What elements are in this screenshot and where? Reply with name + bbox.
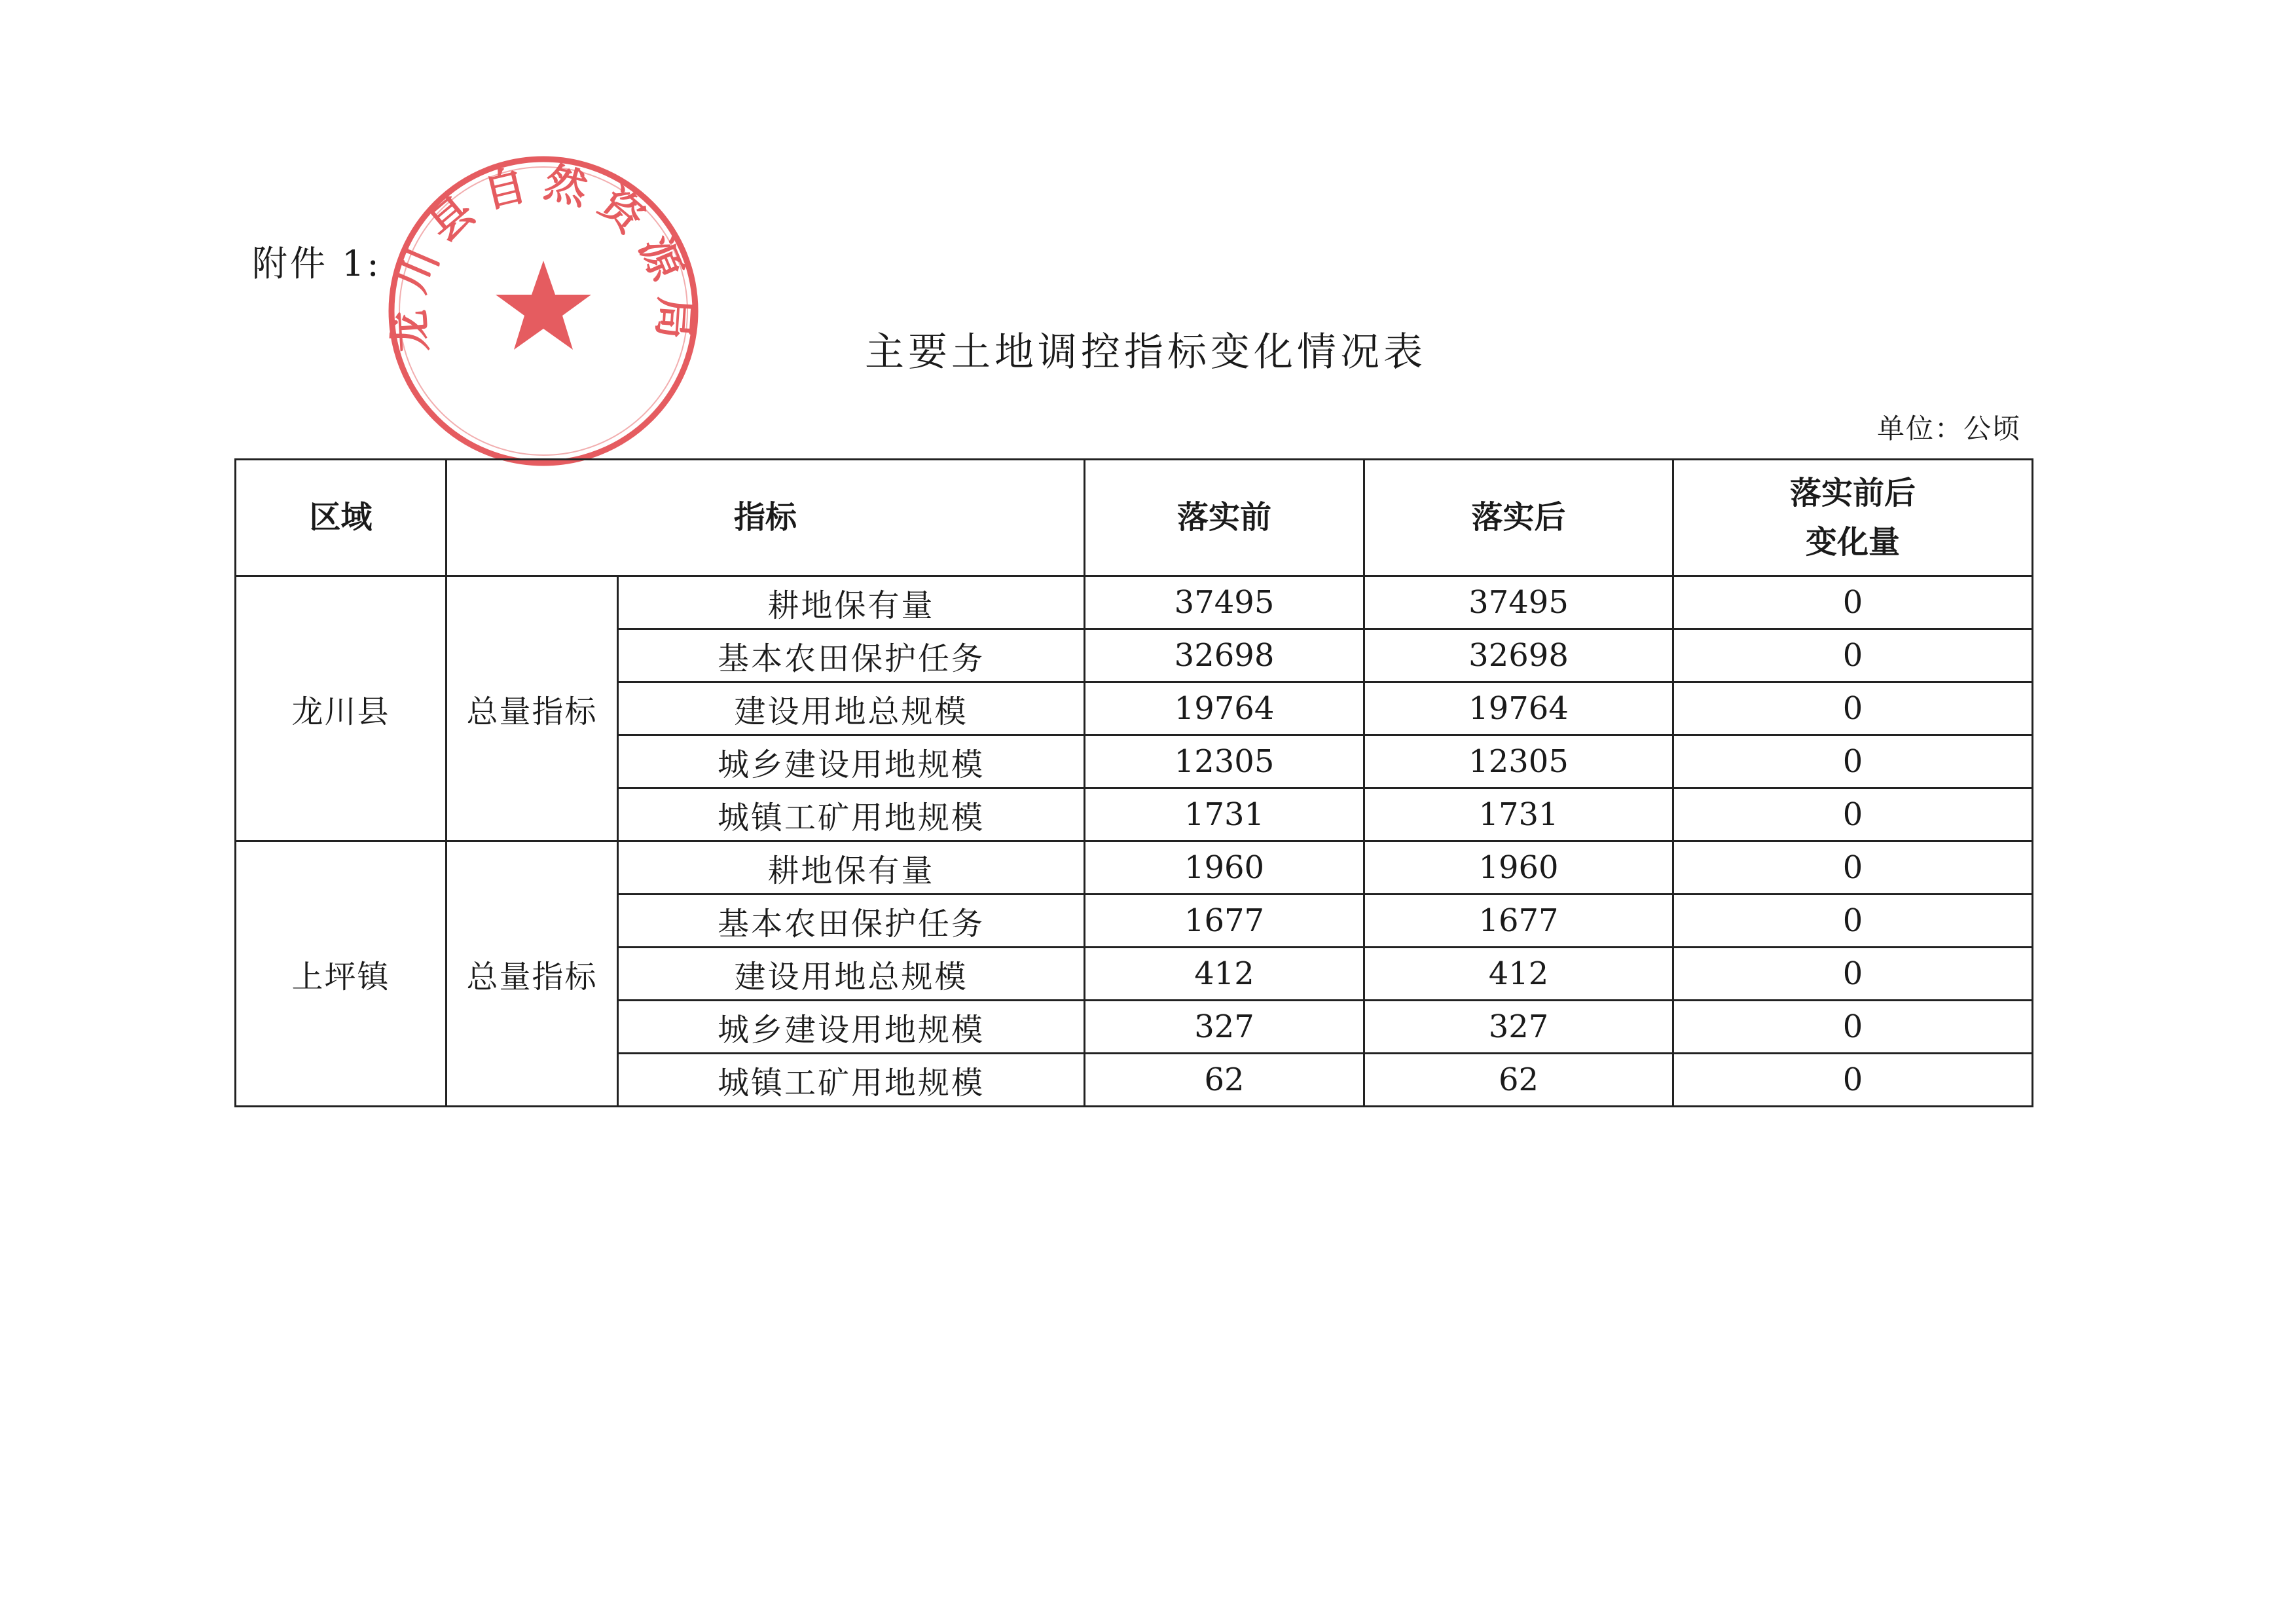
- header-before: 落实前: [1085, 460, 1364, 576]
- after-cell: 62: [1364, 1054, 1673, 1107]
- change-cell: 0: [1673, 948, 2033, 1001]
- official-seal: [383, 151, 704, 471]
- after-cell: 32698: [1364, 629, 1673, 682]
- after-cell: 1731: [1364, 788, 1673, 841]
- before-cell: 412: [1085, 948, 1364, 1001]
- after-cell: 412: [1364, 948, 1673, 1001]
- unit-label: 单位：公顷: [1876, 413, 2021, 445]
- table-row: [236, 576, 2033, 629]
- change-cell: 0: [1673, 841, 2033, 895]
- table-header-row: [236, 460, 2033, 576]
- before-cell: 1960: [1085, 841, 1364, 895]
- indicator-cell: 基本农田保护任务: [618, 895, 1085, 948]
- indicator-cell: 基本农田保护任务: [618, 629, 1085, 682]
- indicator-cell: 城镇工矿用地规模: [618, 788, 1085, 841]
- region-cell: 上坪镇: [236, 841, 446, 1107]
- change-cell: 0: [1673, 629, 2033, 682]
- indicator-cell: 城镇工矿用地规模: [618, 1054, 1085, 1107]
- table-row: [236, 841, 2033, 895]
- star-icon: [496, 261, 591, 350]
- category-cell: 总量指标: [446, 841, 618, 1107]
- change-cell: 0: [1673, 1054, 2033, 1107]
- before-cell: 327: [1085, 1001, 1364, 1054]
- region-cell: 龙川县: [236, 576, 446, 841]
- attachment-label: 附件 1:: [252, 243, 382, 284]
- change-cell: 0: [1673, 895, 2033, 948]
- indicator-cell: 耕地保有量: [618, 841, 1085, 895]
- before-cell: 12305: [1085, 735, 1364, 788]
- indicator-cell: 建设用地总规模: [618, 948, 1085, 1001]
- change-cell: 0: [1673, 682, 2033, 735]
- change-cell: 0: [1673, 1001, 2033, 1054]
- before-cell: 19764: [1085, 682, 1364, 735]
- change-cell: 0: [1673, 788, 2033, 841]
- indicator-cell: 建设用地总规模: [618, 682, 1085, 735]
- category-cell: 总量指标: [446, 576, 618, 841]
- header-after: 落实后: [1364, 460, 1673, 576]
- before-cell: 1677: [1085, 895, 1364, 948]
- before-cell: 32698: [1085, 629, 1364, 682]
- before-cell: 1731: [1085, 788, 1364, 841]
- document-title: 主要土地调控指标变化情况表: [865, 329, 1427, 375]
- after-cell: 1677: [1364, 895, 1673, 948]
- header-change-line1: 落实前后: [1790, 475, 1916, 512]
- after-cell: 37495: [1364, 576, 1673, 629]
- header-change-line2: 变化量: [1806, 523, 1901, 561]
- change-cell: 0: [1673, 576, 2033, 629]
- after-cell: 19764: [1364, 682, 1673, 735]
- indicator-table: [234, 458, 2033, 1107]
- indicator-cell: 城乡建设用地规模: [618, 735, 1085, 788]
- after-cell: 327: [1364, 1001, 1673, 1054]
- change-cell: 0: [1673, 735, 2033, 788]
- after-cell: 1960: [1364, 841, 1673, 895]
- indicator-cell: 城乡建设用地规模: [618, 1001, 1085, 1054]
- after-cell: 12305: [1364, 735, 1673, 788]
- indicator-cell: 耕地保有量: [618, 576, 1085, 629]
- header-change: [1673, 460, 2033, 576]
- header-region: 区域: [236, 460, 446, 576]
- seal-text: 龙川县自然资源局: [384, 157, 700, 354]
- before-cell: 37495: [1085, 576, 1364, 629]
- before-cell: 62: [1085, 1054, 1364, 1107]
- header-indicator: 指标: [446, 460, 1085, 576]
